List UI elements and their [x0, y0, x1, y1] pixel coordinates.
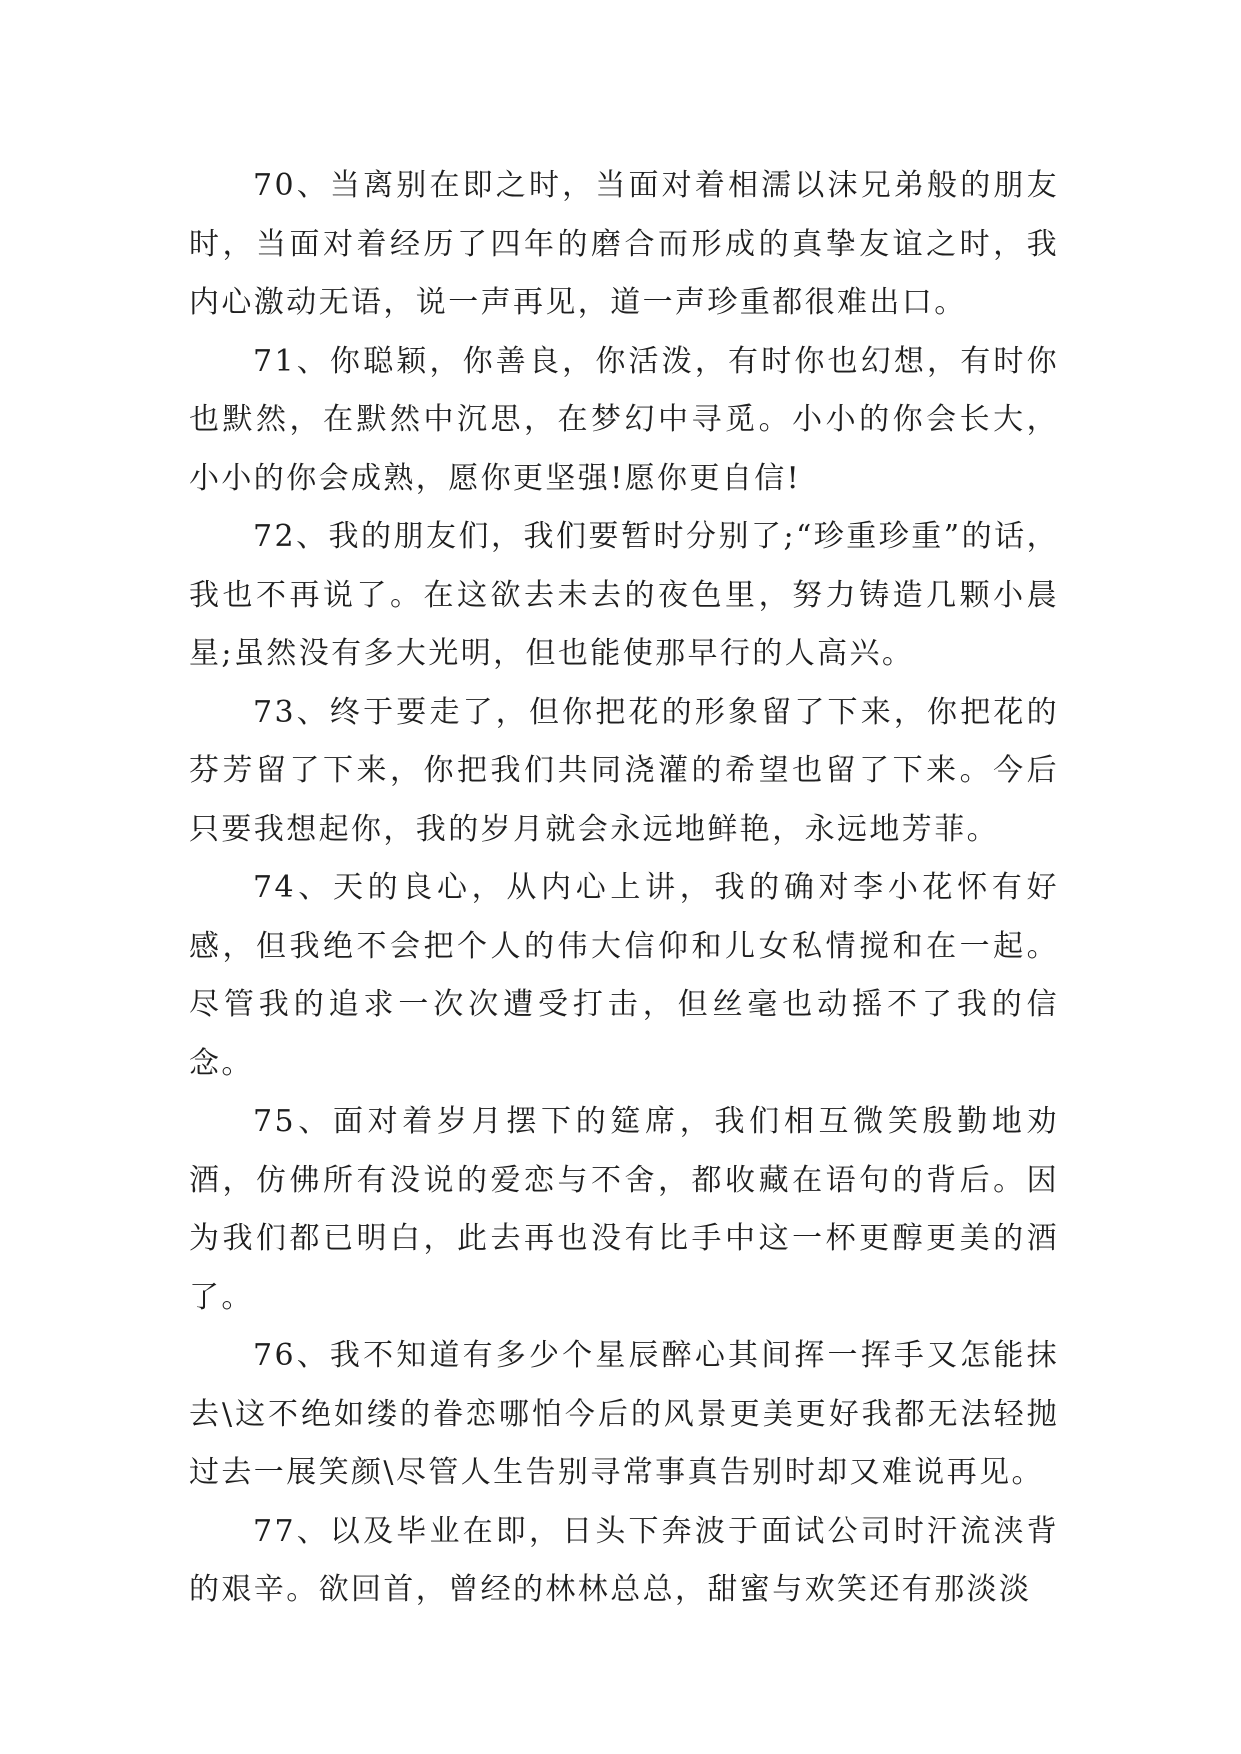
paragraph-73: 73、终于要走了，但你把花的形象留了下来，你把花的芬芳留了下来，你把我们共同浇灌的希望也留了下来。今后只要我想起你，我的岁月就会永远地鲜艳，永远地芳菲。	[189, 694, 1059, 847]
paragraph-76: 76、我不知道有多少个星辰醉心其间挥一挥手又怎能抹去\这不绝如缕的眷恋哪怕今后的风景更美更好我都无法轻抛过去一展笑颜\尽管人生告别寻常事真告别时却又难说再见。	[189, 1338, 1059, 1490]
paragraph-70: 70、当离别在即之时，当面对着相濡以沫兄弟般的朋友时，当面对着经历了四年的磨合而形成的真挚友谊之时，我内心激动无语，说一声再见，道一声珍重都很难出口。	[189, 168, 1059, 320]
paragraph-77: 77、以及毕业在即，日头下奔波于面试公司时汗流浃背的艰辛。欲回首，曾经的林林总总，甜蜜与欢笑还有那淡淡	[189, 1513, 1059, 1607]
paragraph-71: 71、你聪颖，你善良，你活泼，有时你也幻想，有时你也默然，在默然中沉思，在梦幻中寻觅。小小的你会长大，小小的你会成熟，愿你更坚强!愿你更自信!	[189, 343, 1059, 496]
paragraph-72: 72、我的朋友们，我们要暂时分别了;“珍重珍重”的话，我也不再说了。在这欲去未去的夜色里，努力铸造几颗小晨星;虽然没有多大光明，但也能使那早行的人高兴。	[189, 519, 1059, 671]
paragraph-75: 75、面对着岁月摆下的筵席，我们相互微笑殷勤地劝酒，仿佛所有没说的爱恋与不舍，都收藏在语句的背后。因为我们都已明白，此去再也没有比手中这一杯更醇更美的酒了。	[189, 1104, 1059, 1315]
document-body	[189, 157, 1059, 1620]
paragraph-74: 74、天的良心，从内心上讲，我的确对李小花怀有好感，但我绝不会把个人的伟大信仰和儿女私情搅和在一起。尽管我的追求一次次遭受打击，但丝毫也动摇不了我的信念。	[189, 870, 1059, 1081]
